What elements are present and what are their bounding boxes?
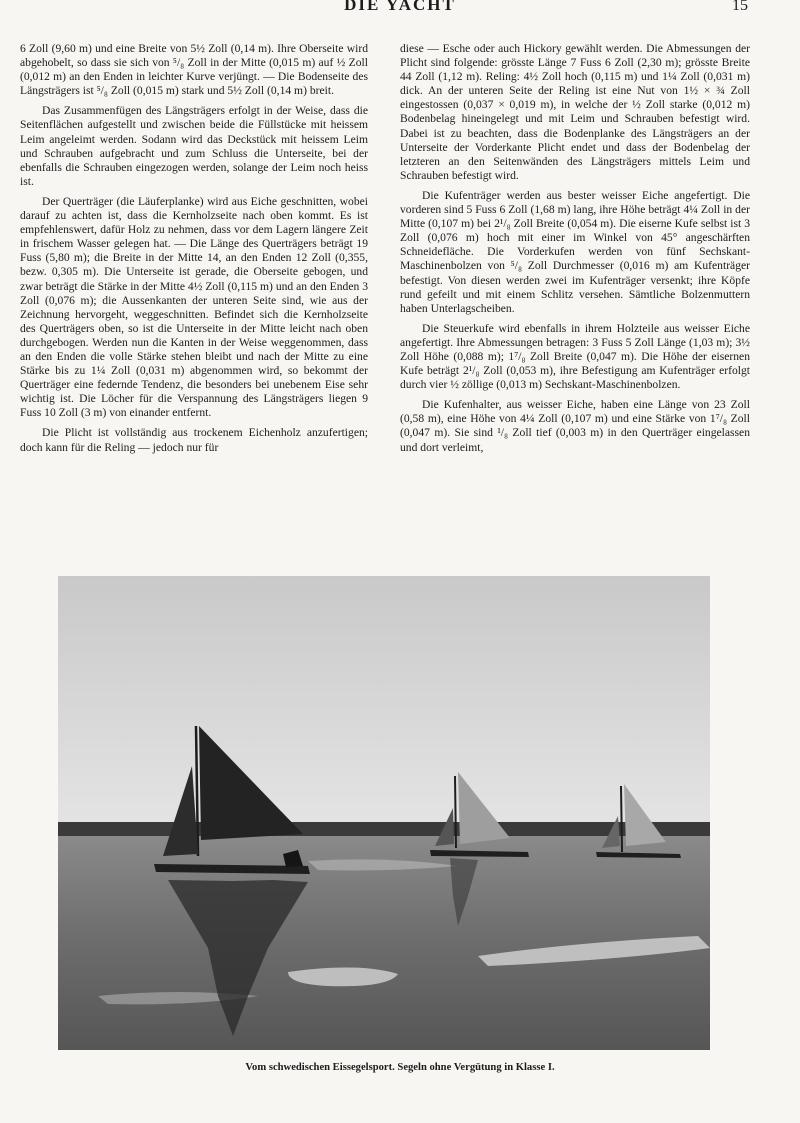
paragraph: Die Plicht ist vollständig aus trockenem Eichenholz anzufertigen; doch kann für die Reling — jedoch nur für bbox=[20, 426, 368, 454]
paragraph: Die Kufenhalter, aus weisser Eiche, haben eine Länge von 23 Zoll (0,58 m), eine Höhe von 4¼ Zoll (0,107 m) und eine Stärke von 1⁷/₈ Zoll (0,047 m). Sie sind ¹/₈ Zoll tief (0,003 m) in den Querträger eingelassen und dort verleimt, bbox=[400, 398, 750, 454]
photo-caption: Vom schwedischen Eissegelsport. Segeln ohne Vergütung in Klasse I. bbox=[245, 1062, 555, 1073]
page-number: 15 bbox=[732, 0, 748, 14]
iceboat-photograph bbox=[58, 576, 710, 1050]
paragraph: diese — Esche oder auch Hickory gewählt werden. Die Abmessungen der Plicht sind folgende: grösste Länge 7 Fuss 6 Zoll (2,30 m); grösste Breite 44 Zoll (1,12 m). Reling: 4½ Zoll hoch (0,115 m) und 1¼ Zoll (0,031 m) dick. An der unteren Seite der Reling ist eine Nut von 1½ × ¾ Zoll eingestossen (0,037 × 0,019 m), in welche der ½ Zoll starke (0,012 m) Bodenbelag hineingelegt und mit Leim und Schrauben befestigt wird. Dabei ist zu beachten, dass die Bodenplanke des Längsträgers an der Unterseite der Vorderkante Plicht endet und dass der Bodenbelag der letzteren an den Seitenwänden des Längsträgers mittels Leim und Schrauben befestigt wird. bbox=[400, 42, 750, 182]
running-title: DIE YACHT bbox=[344, 0, 456, 14]
sky bbox=[58, 576, 710, 828]
paragraph: Die Steuerkufe wird ebenfalls in ihrem Holzteile aus weisser Eiche angefertigt. Ihre Abmessungen betragen: 3 Fuss 5 Zoll Länge (1,03 m); 3½ Zoll Höhe (0,088 m); 1⁷/₈ Zoll Breite (0,047 m). Die Höhe der eisernen Kufe beträgt 2¹/₈ Zoll (0,053 m), ihre Befestigung am Kufenträger erfolgt durch vier ½ zöllige (0,013 m) Sechskant-Maschinenbolzen. bbox=[400, 321, 750, 392]
paragraph: Der Querträger (die Läuferplanke) wird aus Eiche geschnitten, wobei darauf zu achten ist, dass die Kernholzseite nach oben kommt. Es ist empfehlenswert, dafür Holz zu nehmen, dass vor dem Lagern längere Zeit in frischem Wasser gelegen hat. — Die Länge des Querträgers beträgt 19 Fuss (5,80 m); die Breite in der Mitte 14, an den Enden 12 Zoll (0,355, bezw. 0,305 m). Die Unterseite ist gerade, die Oberseite gebogen, und zwar beträgt die Stärke in der Mitte 4½ Zoll (0,115 m) und an den Enden 3 Zoll (0,076 m); die Aussenkanten der unteren Seite sind, wie aus der Zeichnung hervorgeht, weggeschnitten. Befindet sich die Kernholzseite des Querträgers oben, so ist die Unterseite in der Mitte leicht nach oben durchgebogen. Werden nun die Kanten in der Weise weggenommen, dass an den Enden die volle Stärke stehen bleibt und nach der Mitte zu eine Stärke bis zu 1¼ Zoll (0,031 m) abgenommen wird, so bekommt der Querträger eine federnde Tendenz, die besonders bei unebenem Eise sehr wichtig ist. Die Löcher für die Verspannung des Längsträgers liegen 9 Fuss 10 Zoll (3 m) von einander entfernt. bbox=[20, 194, 368, 420]
page-header bbox=[0, 0, 800, 18]
paragraph: Das Zusammenfügen des Längsträgers erfolgt in der Weise, dass die Seitenflächen aufgestellt und zwischen beide die Füllstücke mit heissem Leim angeleimt werden. Sodann wird das Deckstück mit heissem Leim und Schrauben aufgebracht und zum Schluss die Unterseite, bei der ebenfalls die Schrauben eingezogen werden, solange der Leim noch heiss ist. bbox=[20, 104, 368, 188]
paragraph: Die Kufenträger werden aus bester weisser Eiche angefertigt. Die vorderen sind 5 Fuss 6 Zoll (1,68 m) lang, ihre Höhe beträgt 4¼ Zoll in der Mitte (0,107 m) bei 2¹/₈ Zoll Breite (0,054 m). Die eiserne Kufe selbst ist 3 Zoll (0,076 m) hoch mit einer im Winkel von 45° angeschärften Schneidefläche. Die Vorderkufen werden von fünf Sechskant-Maschinenbolzen von ⁵/₈ Zoll Durchmesser (0,016 m) am Kufenträger befestigt. Von diesen werden zwei im Kufenträger versenkt; ihre Köpfe rund gefeilt und mit einem Schlitz versehen. Sämtliche Bolzenmuttern haben Unterlagscheiben. bbox=[400, 188, 750, 315]
paragraph: 6 Zoll (9,60 m) und eine Breite von 5½ Zoll (0,14 m). Ihre Oberseite wird abgehobelt, so dass sie sich von ⁵/₈ Zoll in der Mitte (0,015 m) auf ½ Zoll (0,012 m) an den Enden in leichter Kurve verjüngt. — Die Bodenseite des Längsträgers ist ⁵/₈ Zoll (0,015 m) stark und 5½ Zoll (0,14 m) breit. bbox=[20, 42, 368, 98]
right-text-column bbox=[400, 42, 750, 461]
left-text-column bbox=[20, 42, 368, 461]
